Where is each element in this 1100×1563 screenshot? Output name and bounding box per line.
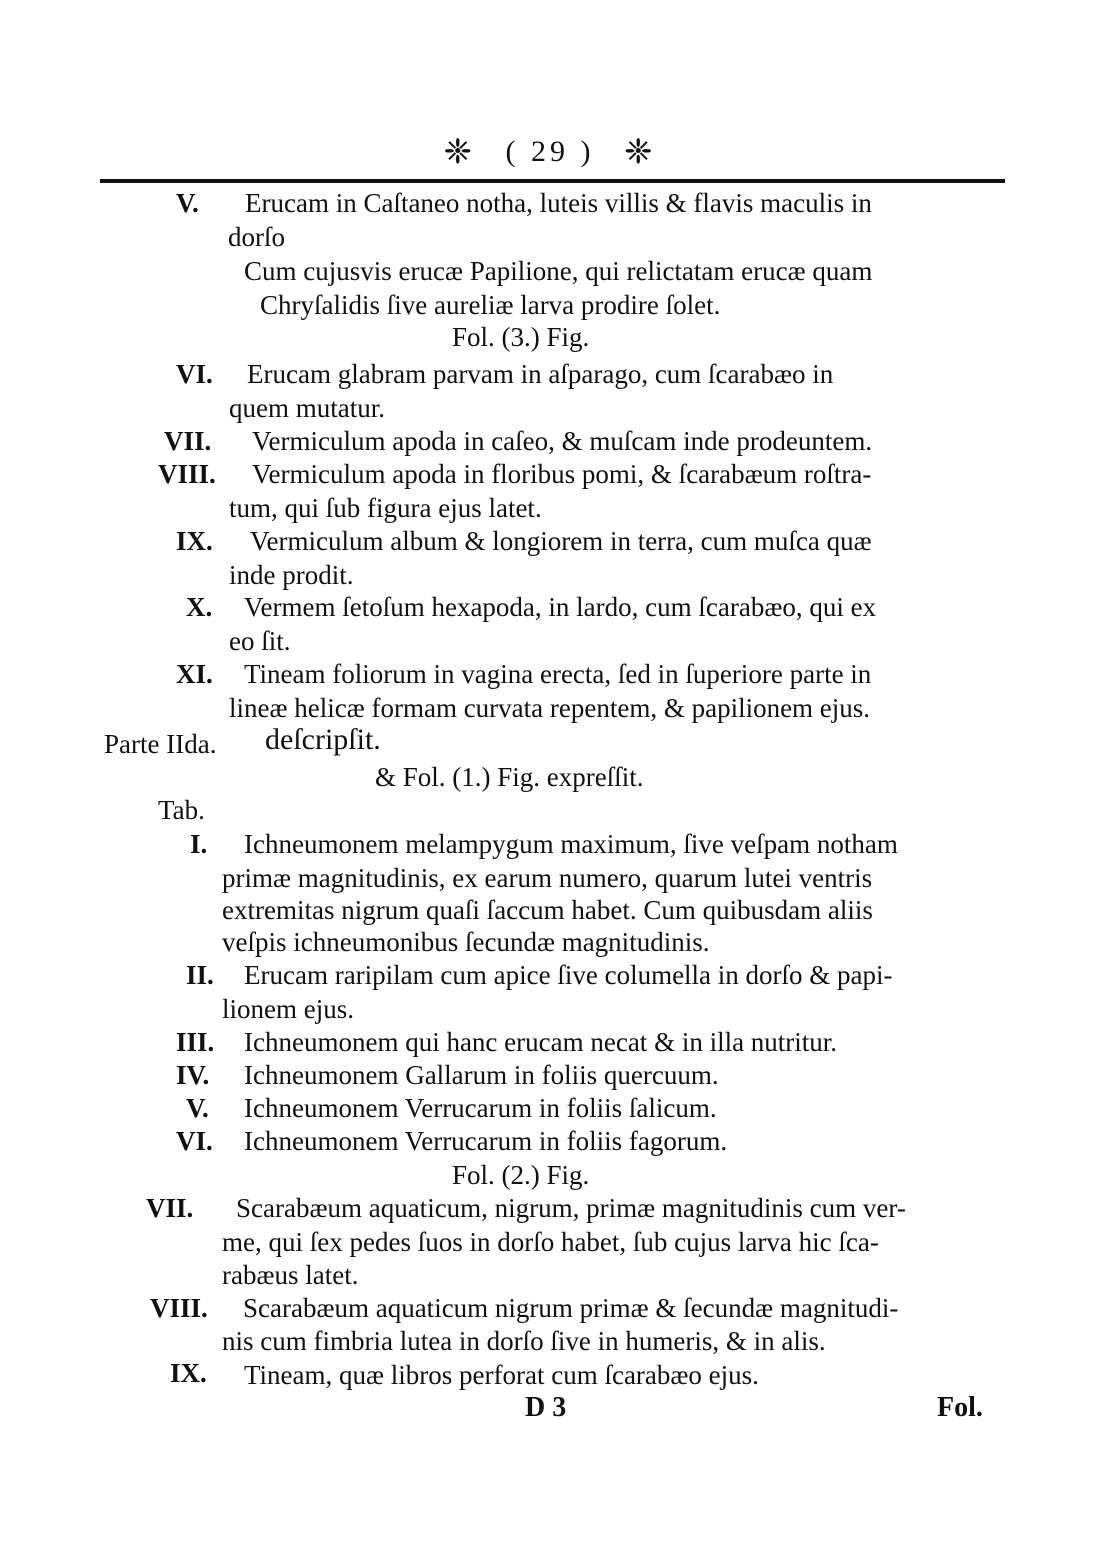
item-text: Ichneumonem Gallarum in foliis quercuum.: [244, 1060, 719, 1090]
item-text: lionem ejus.: [222, 994, 354, 1024]
item-text: Tineam foliorum in vagina erecta, ſed in ſuperiore parte in: [244, 659, 872, 689]
plate-heading: Fol. (2.) Fig.: [452, 1160, 590, 1190]
item-text: Vermiculum apoda in floribus pomi, & ſcarabæum roſtra-: [252, 459, 872, 489]
item-text: eo ſit.: [229, 626, 291, 656]
item-text: rabæus latet.: [222, 1260, 359, 1290]
item-text: tum, qui ſub figura ejus latet.: [229, 493, 542, 523]
item-number: VII.: [164, 426, 212, 456]
item-text: Vermiculum apoda in caſeo, & muſcam inde prodeuntem.: [252, 426, 873, 456]
item-number: IX.: [176, 526, 213, 556]
item-text: Ichneumonem Verrucarum in foliis ſalicum.: [244, 1093, 717, 1123]
item-text: Cum cujusvis erucæ Papilione, qui relictatam erucæ quam: [244, 256, 873, 286]
item-text: quem mutatur.: [229, 393, 385, 423]
item-text: Tineam, quæ libros perforat cum ſcarabæo ejus.: [244, 1360, 759, 1390]
item-number: I.: [190, 829, 208, 859]
item-text: primæ magnitudinis, ex earum numero, quarum lutei ventris: [222, 863, 873, 893]
item-text: inde prodit.: [229, 560, 354, 590]
tab-label: Tab.: [158, 795, 205, 825]
item-text: Erucam raripilam cum apice ſive columella in dorſo & papi-: [244, 960, 893, 990]
signature-mark: D 3: [525, 1392, 567, 1423]
item-number: VI.: [176, 359, 213, 389]
item-text: Ichneumonem melampygum maximum, ſive veſpam notham: [244, 829, 898, 859]
item-number: V.: [176, 188, 199, 218]
section-label: deſcripſit.: [265, 723, 381, 756]
item-number: V.: [186, 1093, 209, 1123]
item-number: XI.: [176, 659, 213, 689]
plate-heading: Fol. (3.) Fig.: [452, 322, 590, 352]
item-number: VIII.: [158, 459, 216, 489]
ornament-left-icon: ❈: [443, 134, 476, 171]
section-label: Parte IIda.: [104, 729, 217, 759]
item-text: lineæ helicæ formam curvata repentem, & papilionem ejus.: [229, 693, 871, 723]
item-number: VIII.: [150, 1293, 208, 1323]
item-number: VI.: [176, 1126, 213, 1156]
item-number: III.: [176, 1027, 215, 1057]
item-text: Ichneumonem qui hanc erucam necat & in illa nutritur.: [244, 1027, 838, 1057]
item-text: Vermem ſetoſum hexapoda, in lardo, cum ſcarabæo, qui ex: [244, 592, 877, 622]
item-text: Vermiculum album & longiorem in terra, cum muſca quæ: [250, 526, 872, 556]
item-text: dorſo: [228, 222, 285, 252]
item-text: nis cum fimbria lutea in dorſo ſive in humeris, & in alis.: [222, 1326, 826, 1356]
running-header: [0, 132, 1100, 176]
item-text: Chryſalidis ſive aureliæ larva prodire ſolet.: [260, 290, 721, 320]
item-text: extremitas nigrum quaſi ſaccum habet. Cum quibusdam aliis: [222, 895, 873, 925]
item-number: II.: [186, 960, 214, 990]
item-text: Ichneumonem Verrucarum in foliis fagorum.: [244, 1126, 728, 1156]
item-number: IX.: [170, 1358, 207, 1388]
ornament-right-icon: ❈: [623, 134, 657, 171]
header-rule: [100, 179, 1005, 183]
page-number: ( 29 ): [505, 135, 595, 168]
item-text: me, qui ſex pedes ſuos in dorſo habet, ſub cujus larva hic ſca-: [222, 1227, 879, 1257]
item-number: IV.: [176, 1060, 210, 1090]
item-text: veſpis ichneumonibus ſecundæ magnitudinis.: [222, 927, 710, 957]
item-text: Erucam in Caſtaneo notha, luteis villis & flavis maculis in: [245, 188, 872, 218]
item-text: Erucam glabram parvam in aſparago, cum ſcarabæo in: [247, 359, 834, 389]
item-number: X.: [186, 592, 213, 622]
plate-heading: & Fol. (1.) Fig. expreſſit.: [375, 762, 644, 792]
item-text: Scarabæum aquaticum, nigrum, primæ magnitudinis cum ver-: [236, 1193, 906, 1223]
item-number: VII.: [146, 1193, 194, 1223]
item-text: Scarabæum aquaticum nigrum primæ & ſecundæ magnitudi-: [243, 1293, 899, 1323]
catchword: Fol.: [937, 1392, 983, 1423]
